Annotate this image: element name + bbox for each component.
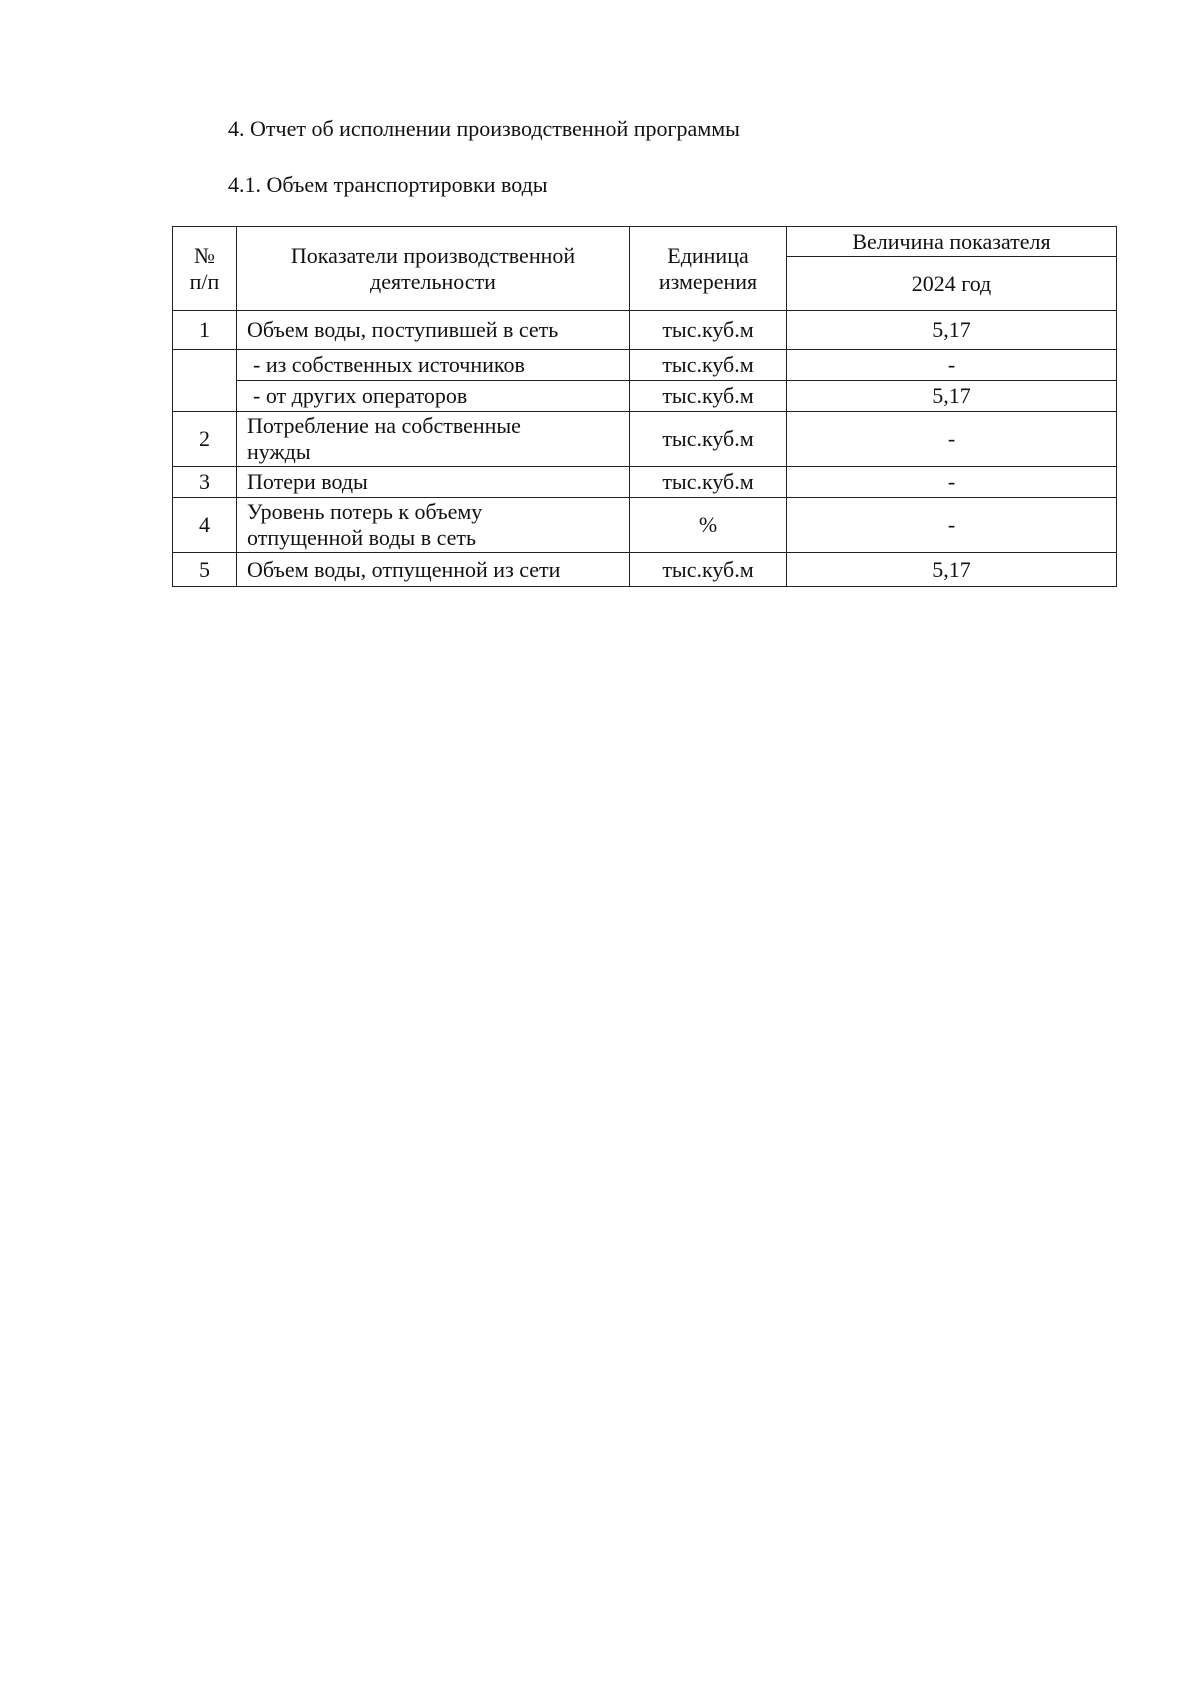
row-value: -: [787, 350, 1117, 381]
row-unit: %: [630, 498, 787, 553]
row-value: -: [787, 498, 1117, 553]
row-number: 5: [173, 553, 237, 587]
header-number: № п/п: [173, 227, 237, 311]
row-unit: тыс.куб.м: [630, 467, 787, 498]
table-header-row: [173, 227, 1117, 257]
row-value: 5,17: [787, 553, 1117, 587]
row-indicator: - от других операторов: [237, 381, 630, 412]
row-value: -: [787, 467, 1117, 498]
row-indicator: Объем воды, отпущенной из сети: [237, 553, 630, 587]
row-indicator: Объем воды, поступившей в сеть: [237, 311, 630, 350]
row-value: 5,17: [787, 311, 1117, 350]
row-value: 5,17: [787, 381, 1117, 412]
row-number: 2: [173, 412, 237, 467]
header-value-group: Величина показателя: [787, 227, 1117, 257]
row-indicator: Уровень потерь к объему отпущенной воды в сеть: [237, 498, 630, 553]
table-row: [173, 412, 1117, 467]
section-title: 4. Отчет об исполнении производственной программы: [228, 116, 740, 141]
table-row: [173, 311, 1117, 350]
subsection-title: 4.1. Объем транспортировки воды: [228, 172, 548, 197]
row-number: 1: [173, 311, 237, 350]
table-row: [173, 350, 1117, 381]
row-unit: тыс.куб.м: [630, 553, 787, 587]
row-unit: тыс.куб.м: [630, 381, 787, 412]
row-number: 3: [173, 467, 237, 498]
row-value: -: [787, 412, 1117, 467]
row-unit: тыс.куб.м: [630, 311, 787, 350]
row-indicator: Потребление на собственные нужды: [237, 412, 630, 467]
table-row: [173, 553, 1117, 587]
row-indicator: Потери воды: [237, 467, 630, 498]
header-indicator: Показатели производственной деятельности: [237, 227, 630, 311]
header-year: 2024 год: [787, 257, 1117, 311]
table-row: [173, 467, 1117, 498]
row-unit: тыс.куб.м: [630, 350, 787, 381]
row-indicator: - из собственных источников: [237, 350, 630, 381]
table-row: [173, 498, 1117, 553]
row-number: [173, 350, 237, 412]
row-number: 4: [173, 498, 237, 553]
header-unit: Единица измерения: [630, 227, 787, 311]
table-row: [173, 381, 1117, 412]
water-transport-table: [172, 226, 1117, 587]
row-unit: тыс.куб.м: [630, 412, 787, 467]
